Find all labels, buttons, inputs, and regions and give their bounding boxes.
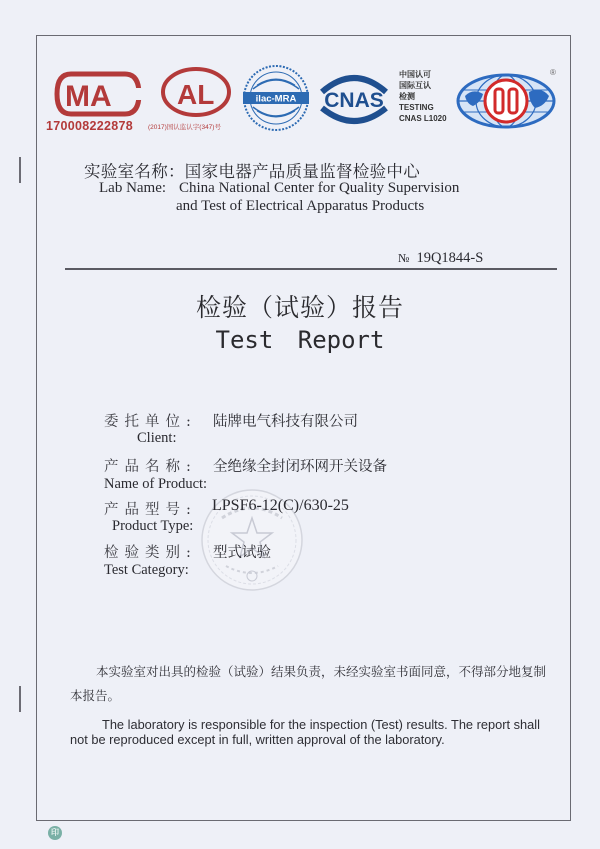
ilac-mra-logo-icon bbox=[241, 63, 311, 133]
lab-name-en-line1: China National Center for Quality Supervision bbox=[179, 180, 460, 196]
cnas-logo-icon bbox=[316, 70, 392, 128]
test-category-label-cn: 检验类别: bbox=[104, 545, 197, 561]
svg-text:AL: AL bbox=[177, 79, 215, 110]
cnas-line: CNAS L1020 bbox=[399, 114, 447, 123]
product-type-label-en: Product Type: bbox=[112, 518, 194, 534]
cal-note: (2017)国认监认字(347)号 bbox=[148, 124, 221, 131]
cma-logo-icon bbox=[53, 70, 143, 118]
client-value: 陆牌电气科技有限公司 bbox=[213, 414, 358, 430]
header-divider bbox=[65, 268, 557, 270]
product-type-label-cn: 产品型号: bbox=[104, 502, 197, 518]
registered-mark: ® bbox=[550, 68, 556, 77]
test-category-label-en: Test Category: bbox=[104, 562, 189, 578]
product-type-value: LPSF6-12(C)/630-25 bbox=[212, 497, 349, 514]
report-number-value: 19Q1844-S bbox=[416, 250, 484, 266]
cnas-line: 国际互认 bbox=[399, 81, 431, 90]
client-label-cn: 委托单位: bbox=[104, 414, 197, 430]
cqc-globe-logo-icon bbox=[455, 72, 557, 130]
lab-name-en-line2: and Test of Electrical Apparatus Products bbox=[176, 198, 425, 214]
report-title-cn: 检验（试验）报告 bbox=[195, 293, 404, 322]
binding-mark-top bbox=[19, 157, 21, 183]
cnas-accreditation-text bbox=[399, 69, 447, 124]
svg-text:CNAS: CNAS bbox=[324, 89, 384, 112]
svg-text:MA: MA bbox=[65, 80, 112, 113]
cnas-line: TESTING bbox=[399, 103, 434, 112]
cnas-line: 中国认可 bbox=[399, 70, 431, 79]
cma-number: 170008222878 bbox=[46, 119, 134, 133]
cal-logo-icon bbox=[160, 66, 232, 118]
test-category-value: 型式试验 bbox=[213, 545, 271, 561]
lab-name-label-en: Lab Name: bbox=[99, 180, 167, 196]
lab-name-cn: 实验室名称：国家电器产品质量监督检验中心 bbox=[84, 162, 420, 181]
product-name-label-en: Name of Product: bbox=[104, 476, 208, 492]
notice-en: The laboratory is responsible for the inspection (Test) results. The report shall not be reproduced except in full, written approval of the laboratory. bbox=[70, 717, 540, 747]
notice-cn: 本实验室对出具的检验（试验）结果负责，未经实验室书面同意，不得部分地复制本报告。 bbox=[70, 664, 547, 703]
client-label-en: Client: bbox=[137, 430, 177, 446]
report-title-en: Test Report bbox=[215, 326, 385, 354]
cnas-line: 检测 bbox=[399, 92, 415, 101]
footer-stamp-icon: 印 bbox=[48, 826, 62, 840]
numero-sign: № bbox=[398, 251, 410, 265]
product-name-label-cn: 产品名称: bbox=[104, 459, 197, 475]
svg-text:ilac-MRA: ilac-MRA bbox=[255, 93, 297, 105]
product-name-value: 全绝缘全封闭环网开关设备 bbox=[213, 459, 387, 475]
binding-mark-bottom bbox=[19, 686, 21, 712]
report-number bbox=[398, 250, 483, 267]
